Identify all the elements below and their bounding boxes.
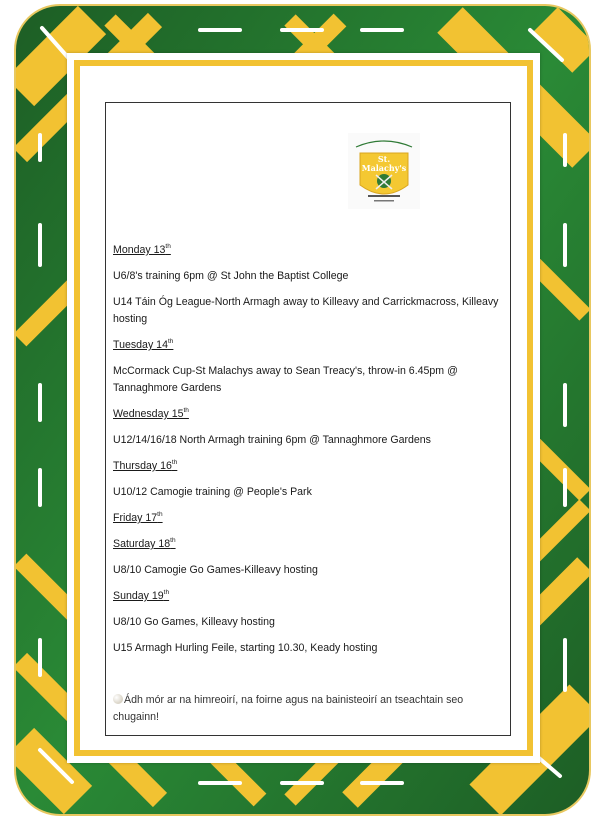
schedule-item-line: McCormack Cup-St Malachys away to Sean Treacy's, throw-in 6.45pm @ [113, 365, 458, 377]
schedule-item [113, 484, 508, 501]
day-heading [113, 406, 508, 423]
schedule-item-line: U15 Armagh Hurling Feile, starting 10.30, Keady hosting [113, 642, 378, 654]
closing-line: chugainn! [113, 711, 159, 723]
ordinal-suffix: th [163, 589, 170, 596]
schedule-content [113, 242, 508, 735]
sliotar-ball-icon [113, 694, 123, 704]
schedule-item-line: hosting [113, 313, 148, 325]
day-label: Friday 17 [113, 512, 158, 524]
ordinal-suffix: th [167, 338, 174, 345]
schedule-item [113, 268, 508, 285]
closing-line: Ádh mór ar na himreoirí, na foirne agus na bainisteoirí an tseachtain seo [124, 694, 464, 706]
ordinal-suffix: th [165, 243, 171, 250]
svg-text:Malachy's: Malachy's [361, 163, 407, 173]
schedule-item-line: U6/8's training 6pm @ St John the Baptist College [113, 270, 349, 282]
day-heading [113, 536, 508, 553]
schedule-item-line: U12/14/16/18 North Armagh training 6pm @ Tannaghmore Gardens [113, 434, 431, 446]
schedule-item [113, 614, 508, 631]
ordinal-suffix: th [157, 511, 163, 518]
day-label: Monday 13 [113, 244, 166, 256]
document-page [105, 102, 511, 736]
svg-text:St.: St. [377, 154, 391, 164]
ordinal-suffix: th [170, 537, 176, 544]
ordinal-suffix: th [183, 407, 189, 414]
spacer [113, 666, 508, 683]
day-label: Wednesday 15 [113, 408, 184, 420]
schedule-item-line: U10/12 Camogie training @ People's Park [113, 486, 312, 498]
day-heading [113, 242, 508, 259]
closing-message [113, 692, 508, 726]
day-heading [113, 510, 508, 527]
day-label: Saturday 18 [113, 538, 171, 550]
schedule-item-line: Tannaghmore Gardens [113, 382, 222, 394]
schedule-item [113, 432, 508, 449]
day-heading [113, 337, 508, 354]
schedule-item [113, 562, 508, 579]
schedule-item [113, 294, 508, 328]
day-label: Tuesday 14 [113, 339, 168, 351]
day-heading [113, 458, 508, 475]
day-label: Sunday 19 [113, 590, 164, 602]
day-heading [113, 588, 508, 605]
day-label: Thursday 16 [113, 460, 172, 472]
club-crest-logo [348, 133, 420, 209]
schedule-item-line: U8/10 Go Games, Killeavy hosting [113, 616, 275, 628]
schedule-item [113, 640, 508, 657]
schedule-item-line: U8/10 Camogie Go Games-Killeavy hosting [113, 564, 318, 576]
ordinal-suffix: th [171, 459, 178, 466]
schedule-item-line: U14 Táin Óg League-North Armagh away to Killeavy and Carrickmacross, Killeavy [113, 296, 499, 308]
schedule-item [113, 363, 508, 397]
